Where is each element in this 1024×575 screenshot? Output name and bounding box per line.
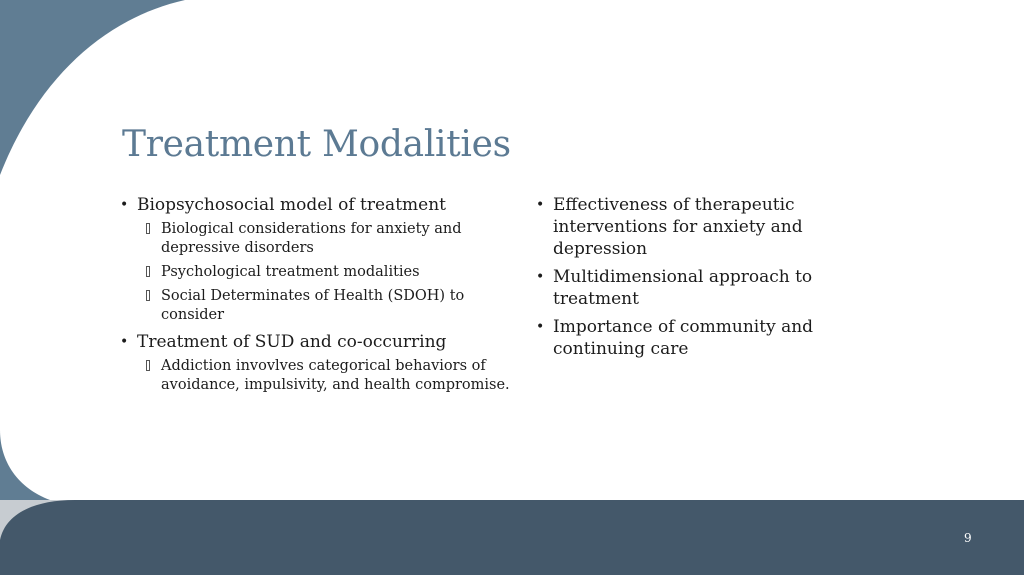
sub-bullet-text: Psychological treatment modalities — [161, 264, 420, 280]
sub-bullet-text: Addiction invovlves categorical behaviors of avoidance, impulsivity, and health compromise. — [161, 358, 510, 393]
page-number: 9 — [964, 531, 972, 545]
sub-bullet-icon — [146, 266, 150, 277]
sub-bullet-item — [137, 220, 510, 258]
bullet-icon: • — [536, 269, 545, 285]
bullet-icon: • — [536, 197, 545, 213]
sub-bullet-list — [137, 220, 510, 325]
sub-bullet-icon — [146, 360, 150, 371]
bullet-icon: • — [536, 319, 545, 335]
sub-bullet-text: Biological considerations for anxiety and depressive disorders — [161, 221, 462, 256]
sub-bullet-item — [137, 287, 510, 325]
left-bullet-list — [120, 194, 510, 401]
bullet-text: Multidimensional approach to treatment — [553, 267, 813, 309]
bullet-item — [536, 266, 846, 310]
sub-bullet-list — [137, 357, 510, 395]
bullet-item — [120, 331, 510, 395]
bullet-text: Importance of community and continuing care — [553, 317, 814, 359]
sub-bullet-icon — [146, 290, 150, 301]
bullet-item — [536, 316, 846, 360]
bullet-icon: • — [120, 197, 129, 213]
bullet-item — [120, 194, 510, 325]
bullet-text: Biopsychosocial model of treatment — [137, 195, 446, 215]
slide-title: Treatment Modalities — [122, 124, 511, 165]
sub-bullet-item — [137, 263, 510, 282]
sub-bullet-icon — [146, 223, 150, 234]
right-bullet-list — [536, 194, 846, 366]
bullet-item — [536, 194, 846, 260]
bullet-text: Treatment of SUD and co-occurring — [137, 332, 447, 352]
bullet-text: Effectiveness of therapeutic interventions for anxiety and depression — [553, 195, 803, 259]
sub-bullet-item — [137, 357, 510, 395]
sub-bullet-text: Social Determinates of Health (SDOH) to consider — [161, 288, 465, 323]
bullet-icon: • — [120, 334, 129, 350]
footer-band — [0, 500, 1024, 575]
